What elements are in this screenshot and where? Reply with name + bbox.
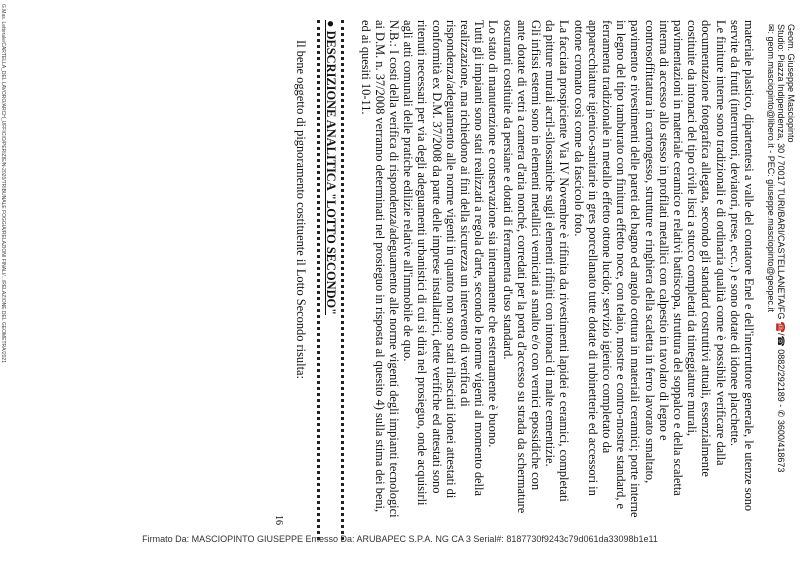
header-name: Geom. Giuseppe Masciopinto	[786, 24, 796, 143]
body-line: N.B.: I costi della verifica di rispondenza/adeguamento alle norme vigenti degli impianti tecnologici	[387, 20, 401, 518]
body-line: Tutti gli impianti sono stati realizzati a regola d'arte, secondo le norme vigenti al momento della	[472, 20, 487, 496]
body-line: rispondenza/adeguamento alle norme vigenti in quanto non sono stati rilasciati idonei attestati di	[443, 20, 458, 499]
digital-signature-footer: Firmato Da: MASCIOPINTO GIUSEPPE Emesso Da: ARUBAPEC S.P.A. NG CA 3 Serial#: 8187730f9243c79d061da33098b1e11	[142, 534, 658, 544]
body-line: controsoffittatura in cartongesso, strutture e ringhiera della scaletta in ferro lavorato smaltato,	[642, 20, 657, 484]
body-line: documentazione fotografica allegata, secondo gli standard costruttivi attuali, essenzialmente	[699, 20, 714, 477]
body-line: Le finiture interne sono tradizionali e di ordinaria qualità come è possibile verificare dalla	[713, 20, 728, 466]
body-line: realizzazione, ma richiedono ai fini della sicurezza un intervento di verifica di	[458, 20, 472, 407]
body-line: La facciata prospiciente Via IV Novembre è rifinita da rivestimenti lapidei e ceramici, completati	[557, 20, 572, 502]
section-title: ● DESCRIZIONE ANALITICA "LOTTO SECONDO"	[324, 20, 339, 316]
section-divider-bottom	[317, 20, 320, 540]
body-line: Lo stato di manutenzione e conservazione sia internamente che esternamente è buono.	[486, 20, 501, 448]
body-line: da pitture murali acril-silossaniche sugli elementi rifiniti con intonaci di malte cementizie.	[543, 20, 558, 467]
body-line: agli atti comunali delle pratiche edilizie relative all'immobile de quo.	[401, 20, 416, 362]
page-number: 16	[273, 515, 285, 525]
margin-note: G.Mas. Letterale/CARTELLA_DEL LAVORO/ARCH_UFFICIO/PERIZIE/N-2020/TRIBUNALE FOGGIA/RELAZIONI FINALI/.../RELAZIONE DEL GEOMETRA/2021	[0, 4, 6, 363]
body-line: ed ai quesiti 10-11.	[358, 20, 373, 115]
body-line: apparecchiature igienico-sanitarie in gres porcellanato tutte dotate di rubinetterie ed accessori in	[585, 20, 600, 496]
body-line: ritenuti necessari per via degli adeguamenti urbanistici di cui si dirà nel prosieguo, onde acquisirli	[415, 20, 430, 506]
body-line: interna di accesso allo stesso in profilati metallici con calpestio in tavolato di legno e	[656, 20, 671, 441]
body-line: ferramenta tradizionale in metallo effetto ottone lucido; servizio igienico completato da	[600, 20, 614, 454]
section-divider-top	[341, 20, 344, 540]
body-line: ante dotate di vetri a camera d'aria nonché, corredati per la porta d'accesso su strada da schermature	[514, 20, 529, 514]
body-line: ottone cromato così come da fascicolo foto.	[571, 20, 586, 237]
body-line: materiale plastico, dipartentesi a valle del contatore Enel e dell'interruttore generale, le utenze sono	[742, 20, 756, 512]
body-line: in legno del tipo tamburato con finitura effetto noce, con telaio, mostre e contro-mostre standard, e	[614, 20, 629, 510]
body-line: conformità ex D.M. 37/2008 da parte delle imprese installatrici, dette verifiche ed attestati sono	[429, 20, 444, 494]
body-line: ai D.M. n. 37/2008 verranno determinati nel prosieguo in risposta al quesito 4) sulla stima dei beni,	[372, 20, 387, 513]
body-line: pavimentazioni in materiale ceramico e relativi battiscopa, struttura del soppalco e della scaletta	[671, 20, 685, 496]
body-line: costituite da intonaci del tipo civile lisci a stucco completati da tinteggiature murali,	[685, 20, 700, 436]
body-line: Gli infissi esterni sono in elementi metallici verniciati a smalto e/o con vernici epossidiche con	[529, 20, 543, 491]
body-line: pavimento e rivestimenti delle pareti del bagno ed angolo cottura in materiali ceramici; porte interne	[628, 20, 643, 518]
header-contacts: ✉: geom.masciopinto@libero.it - PEC: giuseppe.masciopinto@geopec.it	[766, 24, 776, 312]
body-line: oscuranti costituite da persiane e dotati di ferramenta d'uso standard.	[500, 20, 515, 360]
header-address: Studio: Piazza Indipendenza, 30 / 70017 TURI/BARI/CASTELLANETA/FG ☎️/☎ 0882/292189 - ✆ 3600/418673	[776, 24, 786, 473]
body-line: servite da frutti (interruttori, deviatori, prese, ecc..) e sono dotate di idonee placchette.	[727, 20, 742, 446]
section-intro: Il bene oggetto di pignoramento costituente il Lotto Secondo risulta:	[294, 40, 309, 379]
